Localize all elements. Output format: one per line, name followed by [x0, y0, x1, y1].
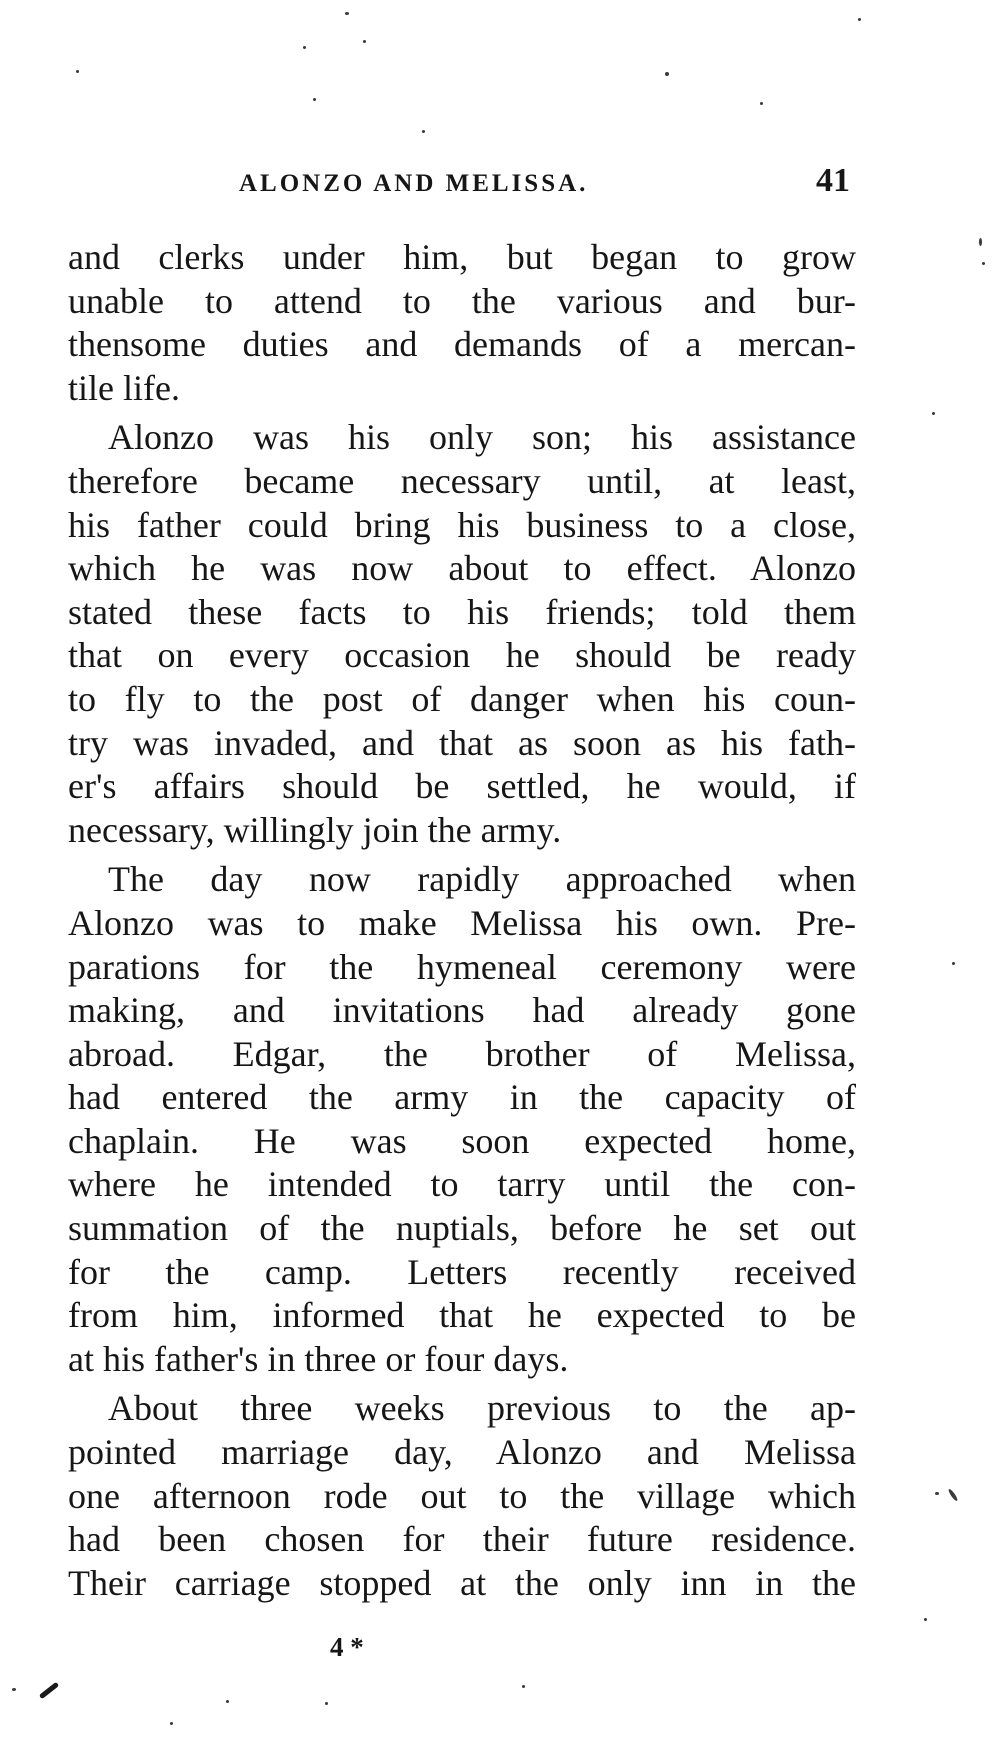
signature-mark: 4 * — [330, 1632, 364, 1662]
text-line: for the camp. Letters recently received — [68, 1251, 856, 1292]
scan-speck — [982, 262, 985, 265]
scan-speck — [76, 70, 79, 73]
text-line: one afternoon rode out to the village which — [68, 1475, 856, 1516]
text-line: The day now rapidly approached when — [108, 859, 856, 900]
paragraph-2 — [68, 416, 856, 852]
scan-speck — [858, 18, 861, 21]
scan-speck — [345, 12, 349, 15]
text-line: try was invaded, and that as soon as his fath- — [68, 722, 856, 763]
text-line: had been chosen for their future residence. — [68, 1519, 856, 1560]
page-header — [68, 162, 858, 212]
text-line: chaplain. He was soon expected home, — [68, 1120, 856, 1161]
text-line: abroad. Edgar, the brother of Melissa, — [68, 1033, 856, 1074]
scan-speck — [303, 46, 306, 49]
scan-speck — [422, 130, 425, 133]
scan-speck — [522, 1685, 525, 1688]
scan-speck — [170, 1722, 173, 1725]
text-line: and clerks under him, but began to grow — [68, 237, 856, 277]
scan-speck — [325, 1702, 328, 1705]
text-line: which he was now about to effect. Alonzo — [68, 548, 856, 589]
text-line: Alonzo was his only son; his assistance — [108, 417, 856, 458]
text-line: tile life. — [68, 367, 180, 408]
scan-speck — [313, 98, 316, 101]
text-line: his father could bring his business to a close, — [68, 504, 856, 545]
text-line: stated these facts to his friends; told them — [68, 591, 856, 632]
scan-speck — [363, 40, 366, 43]
text-line: therefore became necessary until, at least, — [68, 460, 856, 501]
paragraph-3 — [68, 858, 856, 1381]
text-line: at his father's in three or four days. — [68, 1338, 569, 1379]
scan-speck — [947, 1488, 958, 1502]
scan-speck — [952, 962, 955, 965]
text-line: to fly to the post of danger when his coun- — [68, 678, 856, 719]
text-line: from him, informed that he expected to be — [68, 1295, 856, 1336]
text-line: About three weeks previous to the ap- — [108, 1388, 856, 1429]
scan-speck — [760, 102, 763, 105]
paragraph-1 — [68, 236, 856, 410]
scan-speck — [924, 1618, 927, 1621]
text-line: had entered the army in the capacity of — [68, 1077, 856, 1118]
scan-speck — [226, 1700, 229, 1703]
text-line: Alonzo was to make Melissa his own. Pre- — [68, 902, 856, 943]
text-line: where he intended to tarry until the con- — [68, 1164, 856, 1205]
text-line: unable to attend to the various and bur- — [68, 280, 856, 321]
text-line: er's affairs should be settled, he would, if — [68, 766, 856, 807]
text-line: parations for the hymeneal ceremony were — [68, 946, 856, 987]
text-line: making, and invitations had already gone — [68, 990, 856, 1031]
text-line: summation of the nuptials, before he set out — [68, 1208, 856, 1249]
scan-mark — [39, 1682, 59, 1699]
scan-speck — [932, 412, 935, 415]
text-line: thensome duties and demands of a mercan- — [68, 324, 856, 365]
text-line: Their carriage stopped at the only inn in the — [68, 1562, 856, 1603]
page-number: 41 — [816, 162, 850, 199]
scan-speck — [665, 72, 669, 76]
paragraph-4 — [68, 1387, 856, 1605]
scan-speck — [12, 1688, 16, 1691]
scan-speck — [935, 1492, 939, 1495]
text-line: necessary, willingly join the army. — [68, 809, 562, 850]
body-text — [68, 236, 856, 1611]
scan-speck — [979, 238, 982, 246]
running-title: ALONZO AND MELISSA. — [239, 170, 589, 197]
text-line: pointed marriage day, Alonzo and Melissa — [68, 1432, 856, 1473]
text-line: that on every occasion he should be ready — [68, 635, 856, 676]
